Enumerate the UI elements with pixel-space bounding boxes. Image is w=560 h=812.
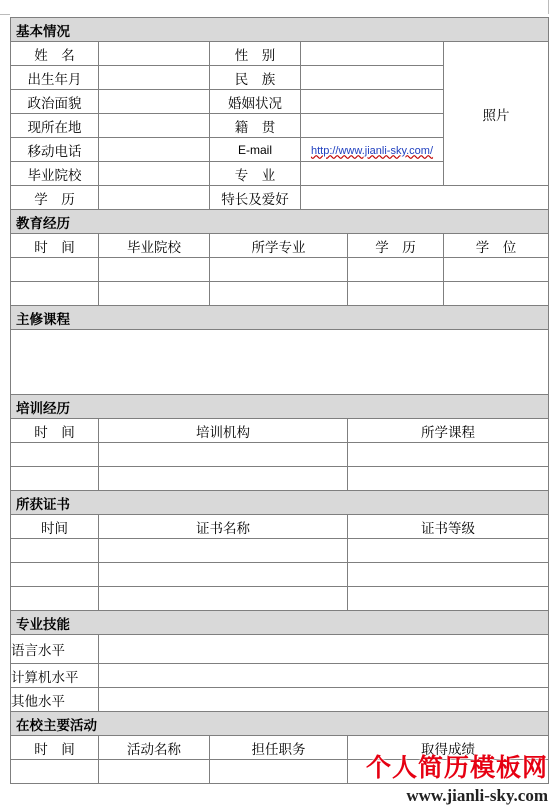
training-cell[interactable] <box>99 443 348 467</box>
field-major[interactable] <box>301 162 444 186</box>
label-email: E-mail <box>210 138 301 162</box>
training-cell[interactable] <box>348 467 549 491</box>
edu-cell[interactable] <box>11 282 99 306</box>
label-name: 姓 名 <box>11 42 99 66</box>
edu-cell[interactable] <box>11 258 99 282</box>
label-school: 毕业院校 <box>11 162 99 186</box>
label-hobbies: 特长及爱好 <box>210 186 301 210</box>
section-header-certs: 所获证书 <box>11 491 549 515</box>
activity-cell[interactable] <box>99 760 210 784</box>
edu-header-school: 毕业院校 <box>99 234 210 258</box>
field-name[interactable] <box>99 42 210 66</box>
field-native-place[interactable] <box>301 114 444 138</box>
cert-cell[interactable] <box>11 539 99 563</box>
edu-cell[interactable] <box>444 258 549 282</box>
label-native-place: 籍 贯 <box>210 114 301 138</box>
section-header-basic: 基本情况 <box>11 18 549 42</box>
cert-cell[interactable] <box>11 587 99 611</box>
edu-cell[interactable] <box>99 258 210 282</box>
field-other[interactable] <box>99 688 549 712</box>
edu-header-degree: 学 历 <box>348 234 444 258</box>
cert-cell[interactable] <box>99 587 348 611</box>
cert-cell[interactable] <box>348 539 549 563</box>
email-link[interactable]: http://www.jianli-sky.com/ <box>310 144 434 157</box>
field-gender[interactable] <box>301 42 444 66</box>
section-header-activities: 在校主要活动 <box>11 712 549 736</box>
training-header-time: 时 间 <box>11 419 99 443</box>
training-cell[interactable] <box>348 443 549 467</box>
label-language: 语言水平 <box>11 635 99 664</box>
field-computer[interactable] <box>99 664 549 688</box>
training-cell[interactable] <box>99 467 348 491</box>
training-header-course: 所学课程 <box>348 419 549 443</box>
activity-header-name: 活动名称 <box>99 736 210 760</box>
field-school[interactable] <box>99 162 210 186</box>
label-mobile: 移动电话 <box>11 138 99 162</box>
section-header-skills: 专业技能 <box>11 611 549 635</box>
cert-cell[interactable] <box>99 563 348 587</box>
label-computer: 计算机水平 <box>11 664 99 688</box>
edu-cell[interactable] <box>348 282 444 306</box>
activity-cell[interactable] <box>348 760 549 784</box>
label-major: 专 业 <box>210 162 301 186</box>
resume-table <box>10 17 549 784</box>
activity-header-role: 担任职务 <box>210 736 348 760</box>
watermark-url: www.jianli-sky.com <box>406 786 548 805</box>
edu-cell[interactable] <box>210 258 348 282</box>
label-ethnicity: 民 族 <box>210 66 301 90</box>
cert-cell[interactable] <box>348 563 549 587</box>
label-other: 其他水平 <box>11 688 99 712</box>
edu-header-title: 学 位 <box>444 234 549 258</box>
edu-cell[interactable] <box>348 258 444 282</box>
training-header-org: 培训机构 <box>99 419 348 443</box>
label-birth: 出生年月 <box>11 66 99 90</box>
field-politics[interactable] <box>99 90 210 114</box>
edu-cell[interactable] <box>444 282 549 306</box>
cert-cell[interactable] <box>11 563 99 587</box>
training-cell[interactable] <box>11 443 99 467</box>
cert-header-time: 时间 <box>11 515 99 539</box>
activity-header-time: 时 间 <box>11 736 99 760</box>
field-email[interactable] <box>301 138 444 162</box>
section-header-training: 培训经历 <box>11 395 549 419</box>
field-language[interactable] <box>99 635 549 664</box>
resume-form <box>10 17 548 784</box>
field-hobbies[interactable] <box>301 186 549 210</box>
page-corner-mark <box>548 0 549 14</box>
field-residence[interactable] <box>99 114 210 138</box>
edu-cell[interactable] <box>99 282 210 306</box>
edu-header-time: 时 间 <box>11 234 99 258</box>
watermark-title: 个人简历模板网 <box>365 753 548 782</box>
cert-header-name: 证书名称 <box>99 515 348 539</box>
section-header-education: 教育经历 <box>11 210 549 234</box>
field-mobile[interactable] <box>99 138 210 162</box>
label-marital: 婚姻状况 <box>210 90 301 114</box>
label-politics: 政治面貌 <box>11 90 99 114</box>
page-corner-mark <box>0 14 10 15</box>
field-marital[interactable] <box>301 90 444 114</box>
field-birth[interactable] <box>99 66 210 90</box>
section-header-courses: 主修课程 <box>11 306 549 330</box>
label-degree: 学 历 <box>11 186 99 210</box>
label-gender: 性 别 <box>210 42 301 66</box>
field-degree[interactable] <box>99 186 210 210</box>
activity-cell[interactable] <box>11 760 99 784</box>
photo-box[interactable]: 照片 <box>444 42 549 186</box>
courses-body[interactable] <box>11 330 549 395</box>
training-cell[interactable] <box>11 467 99 491</box>
edu-cell[interactable] <box>210 282 348 306</box>
field-ethnicity[interactable] <box>301 66 444 90</box>
activity-cell[interactable] <box>210 760 348 784</box>
activity-header-result: 取得成绩 <box>348 736 549 760</box>
cert-cell[interactable] <box>99 539 348 563</box>
cert-cell[interactable] <box>348 587 549 611</box>
cert-header-level: 证书等级 <box>348 515 549 539</box>
edu-header-major: 所学专业 <box>210 234 348 258</box>
label-residence: 现所在地 <box>11 114 99 138</box>
